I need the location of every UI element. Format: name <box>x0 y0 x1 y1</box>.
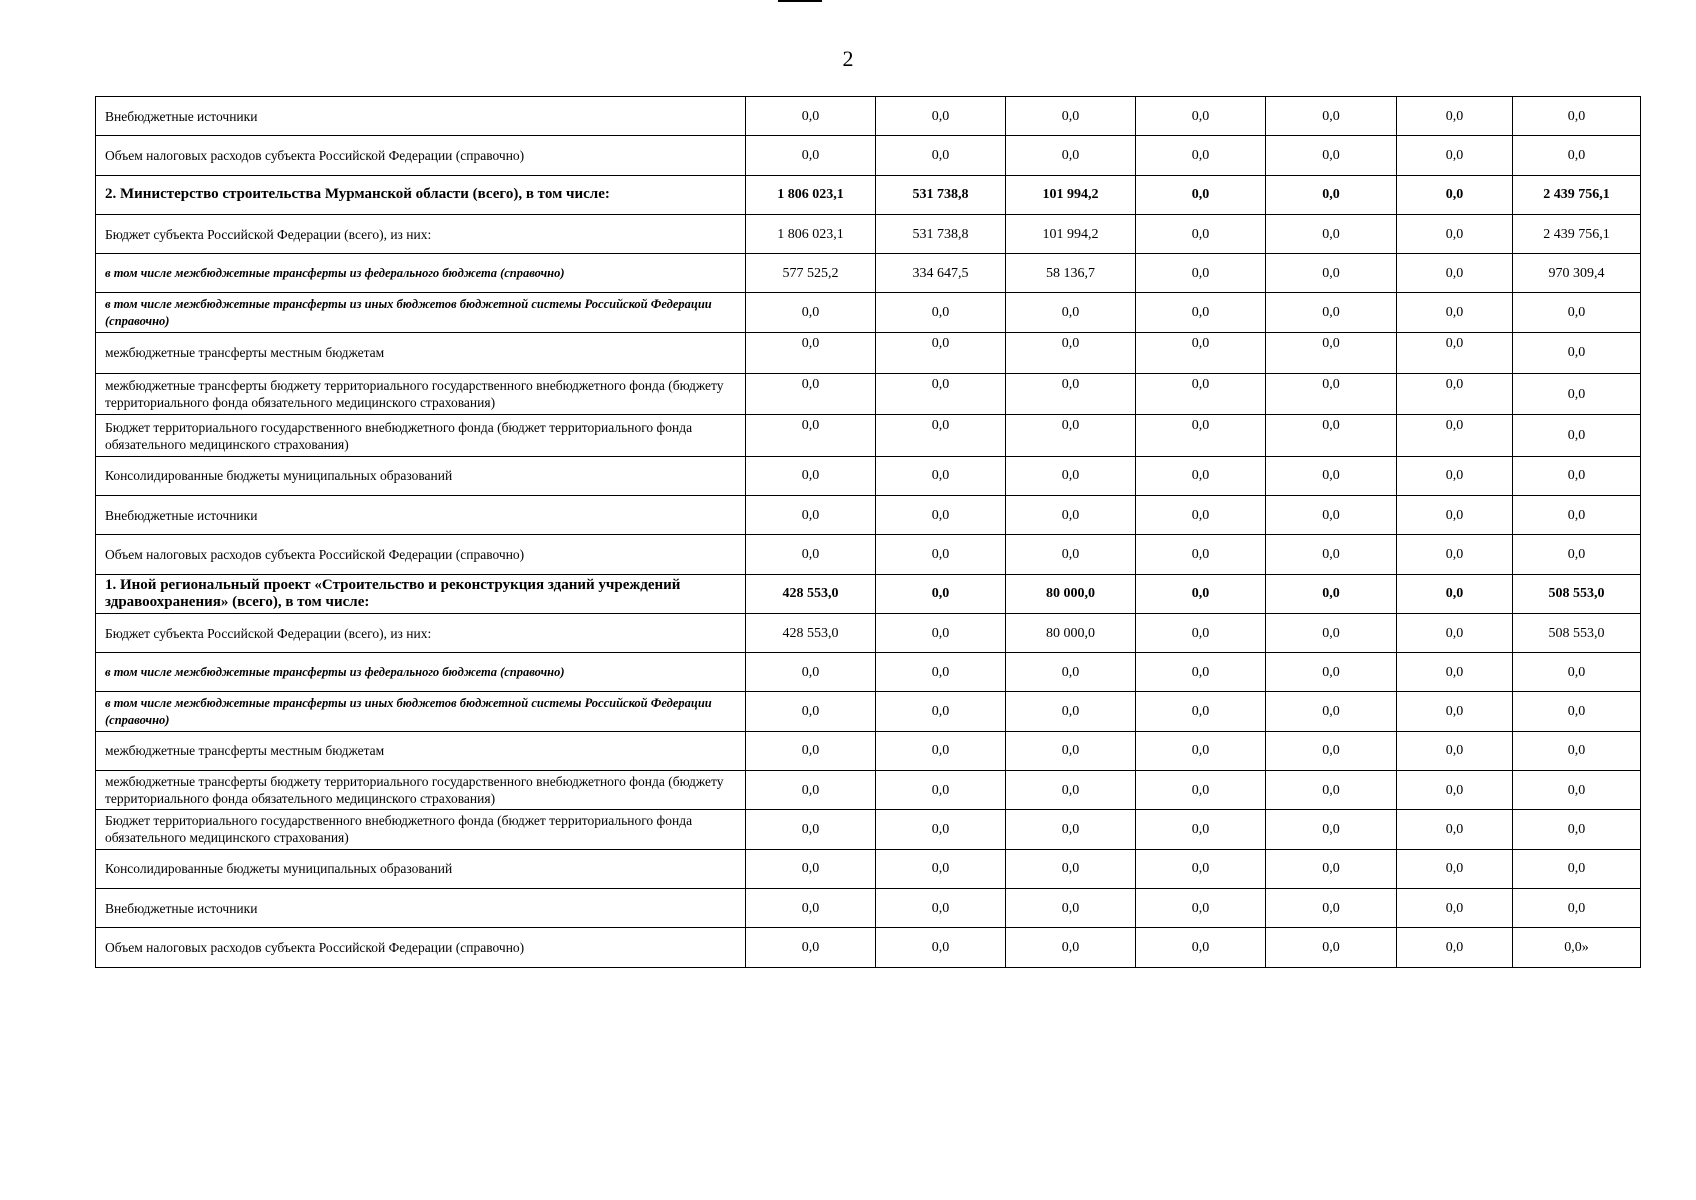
value-cell: 0,0 <box>1397 888 1513 927</box>
value-cell: 0,0 <box>1266 495 1397 534</box>
value-cell: 0,0 <box>1136 810 1266 849</box>
value-cell: 0,0 <box>746 332 876 373</box>
value-cell: 0,0 <box>1136 653 1266 692</box>
page-top-mark <box>778 0 822 2</box>
value-cell: 0,0 <box>876 888 1006 927</box>
table-row <box>96 653 1641 692</box>
value-cell: 0,0 <box>1397 175 1513 214</box>
value-cell: 0,0 <box>876 374 1006 415</box>
value-cell: 0,0 <box>1136 254 1266 293</box>
table-row <box>96 97 1641 136</box>
value-cell: 0,0 <box>1266 810 1397 849</box>
value-cell: 0,0 <box>876 731 1006 770</box>
row-label: Бюджет субъекта Российской Федерации (всего), из них: <box>96 214 746 253</box>
row-label: межбюджетные трансферты бюджету территориального государственного внебюджетного фонда (бюджету территориального фонда обязательного медицинского страхования) <box>96 771 746 810</box>
value-cell: 0,0 <box>1266 731 1397 770</box>
value-cell: 0,0 <box>876 574 1006 613</box>
value-cell: 0,0 <box>1006 456 1136 495</box>
value-cell: 0,0 <box>876 97 1006 136</box>
value-cell: 0,0 <box>1266 97 1397 136</box>
value-cell: 0,0 <box>1136 136 1266 175</box>
value-cell: 531 738,8 <box>876 175 1006 214</box>
table-row <box>96 136 1641 175</box>
value-cell: 0,0 <box>1397 293 1513 332</box>
value-cell: 0,0 <box>1266 415 1397 456</box>
value-cell: 0,0 <box>746 653 876 692</box>
value-cell: 0,0» <box>1513 928 1641 967</box>
value-cell: 0,0 <box>876 613 1006 652</box>
value-cell: 0,0 <box>746 136 876 175</box>
value-cell: 0,0 <box>1397 374 1513 415</box>
value-cell: 0,0 <box>1513 849 1641 888</box>
value-cell: 0,0 <box>1266 849 1397 888</box>
budget-table <box>95 96 1641 968</box>
value-cell: 0,0 <box>746 495 876 534</box>
table-row <box>96 332 1641 373</box>
value-cell: 0,0 <box>1136 928 1266 967</box>
value-cell: 101 994,2 <box>1006 214 1136 253</box>
value-cell: 0,0 <box>1006 810 1136 849</box>
row-label: Консолидированные бюджеты муниципальных образований <box>96 456 746 495</box>
value-cell: 0,0 <box>1397 928 1513 967</box>
page-number: 2 <box>842 46 854 71</box>
value-cell: 0,0 <box>1513 374 1641 415</box>
value-cell: 80 000,0 <box>1006 613 1136 652</box>
value-cell: 0,0 <box>1136 731 1266 770</box>
value-cell: 58 136,7 <box>1006 254 1136 293</box>
value-cell: 0,0 <box>876 810 1006 849</box>
row-label: Консолидированные бюджеты муниципальных образований <box>96 849 746 888</box>
value-cell: 0,0 <box>1397 495 1513 534</box>
row-label: Бюджет территориального государственного внебюджетного фонда (бюджет территориального фонда обязательного медицинского страхования) <box>96 810 746 849</box>
value-cell: 101 994,2 <box>1006 175 1136 214</box>
row-label: Объем налоговых расходов субъекта Российской Федерации (справочно) <box>96 535 746 574</box>
table-row <box>96 731 1641 770</box>
value-cell: 0,0 <box>1136 495 1266 534</box>
budget-table-body <box>96 97 1641 968</box>
value-cell: 0,0 <box>1006 495 1136 534</box>
value-cell: 0,0 <box>1513 136 1641 175</box>
value-cell: 80 000,0 <box>1006 574 1136 613</box>
row-label: межбюджетные трансферты местным бюджетам <box>96 731 746 770</box>
value-cell: 0,0 <box>1136 175 1266 214</box>
value-cell: 0,0 <box>1266 535 1397 574</box>
value-cell: 2 439 756,1 <box>1513 175 1641 214</box>
row-label: в том числе межбюджетные трансферты из иных бюджетов бюджетной системы Российской Федерации (справочно) <box>96 692 746 731</box>
row-label: Объем налоговых расходов субъекта Российской Федерации (справочно) <box>96 928 746 967</box>
row-label: 1. Иной региональный проект «Строительство и реконструкция зданий учреждений здравоохранения» (всего), в том числе: <box>96 574 746 613</box>
value-cell: 0,0 <box>876 849 1006 888</box>
table-row <box>96 254 1641 293</box>
row-label: в том числе межбюджетные трансферты из иных бюджетов бюджетной системы Российской Федерации (справочно) <box>96 293 746 332</box>
value-cell: 0,0 <box>1513 415 1641 456</box>
value-cell: 0,0 <box>1513 810 1641 849</box>
value-cell: 2 439 756,1 <box>1513 214 1641 253</box>
row-label: Внебюджетные источники <box>96 495 746 534</box>
value-cell: 0,0 <box>1397 456 1513 495</box>
value-cell: 0,0 <box>1397 136 1513 175</box>
row-label: Внебюджетные источники <box>96 97 746 136</box>
value-cell: 0,0 <box>1513 97 1641 136</box>
value-cell: 0,0 <box>876 415 1006 456</box>
value-cell: 0,0 <box>1266 928 1397 967</box>
value-cell: 0,0 <box>1006 731 1136 770</box>
value-cell: 531 738,8 <box>876 214 1006 253</box>
value-cell: 0,0 <box>1513 692 1641 731</box>
table-row <box>96 175 1641 214</box>
table-row <box>96 849 1641 888</box>
value-cell: 0,0 <box>1513 731 1641 770</box>
value-cell: 0,0 <box>1006 535 1136 574</box>
value-cell: 0,0 <box>1136 574 1266 613</box>
value-cell: 0,0 <box>1397 415 1513 456</box>
table-row <box>96 888 1641 927</box>
row-label: Объем налоговых расходов субъекта Российской Федерации (справочно) <box>96 136 746 175</box>
value-cell: 0,0 <box>1136 293 1266 332</box>
value-cell: 0,0 <box>746 810 876 849</box>
value-cell: 0,0 <box>1266 613 1397 652</box>
value-cell: 0,0 <box>746 415 876 456</box>
value-cell: 0,0 <box>746 456 876 495</box>
value-cell: 0,0 <box>876 771 1006 810</box>
value-cell: 0,0 <box>1266 653 1397 692</box>
value-cell: 0,0 <box>746 97 876 136</box>
table-row <box>96 495 1641 534</box>
value-cell: 428 553,0 <box>746 574 876 613</box>
value-cell: 0,0 <box>1006 888 1136 927</box>
value-cell: 0,0 <box>876 653 1006 692</box>
table-row <box>96 535 1641 574</box>
value-cell: 0,0 <box>876 692 1006 731</box>
value-cell: 0,0 <box>1136 332 1266 373</box>
value-cell: 0,0 <box>1266 574 1397 613</box>
table-row <box>96 374 1641 415</box>
value-cell: 0,0 <box>1266 214 1397 253</box>
value-cell: 0,0 <box>1513 293 1641 332</box>
value-cell: 0,0 <box>1513 653 1641 692</box>
value-cell: 0,0 <box>1136 849 1266 888</box>
value-cell: 0,0 <box>1136 456 1266 495</box>
table-row <box>96 293 1641 332</box>
value-cell: 0,0 <box>1006 332 1136 373</box>
value-cell: 0,0 <box>746 374 876 415</box>
value-cell: 0,0 <box>876 495 1006 534</box>
value-cell: 0,0 <box>876 136 1006 175</box>
table-row <box>96 613 1641 652</box>
table-row <box>96 456 1641 495</box>
row-label: Бюджет субъекта Российской Федерации (всего), из них: <box>96 613 746 652</box>
value-cell: 0,0 <box>1266 175 1397 214</box>
value-cell: 0,0 <box>1266 254 1397 293</box>
value-cell: 0,0 <box>746 731 876 770</box>
value-cell: 0,0 <box>1266 332 1397 373</box>
value-cell: 0,0 <box>1136 214 1266 253</box>
table-row <box>96 574 1641 613</box>
value-cell: 0,0 <box>1397 332 1513 373</box>
value-cell: 334 647,5 <box>876 254 1006 293</box>
value-cell: 0,0 <box>746 888 876 927</box>
value-cell: 1 806 023,1 <box>746 175 876 214</box>
value-cell: 0,0 <box>1136 535 1266 574</box>
value-cell: 0,0 <box>1397 535 1513 574</box>
value-cell: 0,0 <box>1006 653 1136 692</box>
table-row <box>96 810 1641 849</box>
value-cell: 0,0 <box>1397 771 1513 810</box>
value-cell: 0,0 <box>1006 928 1136 967</box>
value-cell: 0,0 <box>1397 97 1513 136</box>
value-cell: 0,0 <box>876 535 1006 574</box>
value-cell: 0,0 <box>746 928 876 967</box>
row-label: межбюджетные трансферты бюджету территориального государственного внебюджетного фонда (бюджету территориального фонда обязательного медицинского страхования) <box>96 374 746 415</box>
value-cell: 0,0 <box>1006 415 1136 456</box>
value-cell: 0,0 <box>1513 535 1641 574</box>
value-cell: 0,0 <box>1513 495 1641 534</box>
value-cell: 0,0 <box>1397 692 1513 731</box>
value-cell: 0,0 <box>1397 613 1513 652</box>
value-cell: 0,0 <box>1136 613 1266 652</box>
value-cell: 0,0 <box>746 293 876 332</box>
table-row <box>96 415 1641 456</box>
value-cell: 0,0 <box>1136 888 1266 927</box>
value-cell: 428 553,0 <box>746 613 876 652</box>
value-cell: 0,0 <box>1513 888 1641 927</box>
value-cell: 0,0 <box>1006 97 1136 136</box>
value-cell: 0,0 <box>1397 653 1513 692</box>
table-row <box>96 928 1641 967</box>
row-label: в том числе межбюджетные трансферты из федерального бюджета (справочно) <box>96 254 746 293</box>
value-cell: 0,0 <box>1397 214 1513 253</box>
value-cell: 0,0 <box>1266 771 1397 810</box>
value-cell: 0,0 <box>1136 415 1266 456</box>
value-cell: 0,0 <box>1136 97 1266 136</box>
value-cell: 0,0 <box>1006 293 1136 332</box>
value-cell: 0,0 <box>746 535 876 574</box>
value-cell: 0,0 <box>1006 771 1136 810</box>
value-cell: 0,0 <box>1397 254 1513 293</box>
value-cell: 508 553,0 <box>1513 574 1641 613</box>
value-cell: 0,0 <box>1266 692 1397 731</box>
value-cell: 0,0 <box>876 293 1006 332</box>
table-row <box>96 771 1641 810</box>
value-cell: 0,0 <box>1006 136 1136 175</box>
value-cell: 0,0 <box>746 771 876 810</box>
value-cell: 0,0 <box>746 692 876 731</box>
value-cell: 0,0 <box>1266 136 1397 175</box>
value-cell: 0,0 <box>1397 731 1513 770</box>
value-cell: 0,0 <box>1513 332 1641 373</box>
value-cell: 0,0 <box>876 332 1006 373</box>
value-cell: 0,0 <box>1397 574 1513 613</box>
value-cell: 0,0 <box>1006 374 1136 415</box>
row-label: Внебюджетные источники <box>96 888 746 927</box>
value-cell: 0,0 <box>1006 849 1136 888</box>
value-cell: 0,0 <box>1136 771 1266 810</box>
row-label: межбюджетные трансферты местным бюджетам <box>96 332 746 373</box>
value-cell: 0,0 <box>1266 293 1397 332</box>
value-cell: 0,0 <box>1266 374 1397 415</box>
table-row <box>96 214 1641 253</box>
value-cell: 0,0 <box>1136 374 1266 415</box>
value-cell: 508 553,0 <box>1513 613 1641 652</box>
value-cell: 0,0 <box>1397 849 1513 888</box>
value-cell: 0,0 <box>1266 456 1397 495</box>
value-cell: 0,0 <box>876 928 1006 967</box>
value-cell: 0,0 <box>1266 888 1397 927</box>
row-label: в том числе межбюджетные трансферты из федерального бюджета (справочно) <box>96 653 746 692</box>
row-label: Бюджет территориального государственного внебюджетного фонда (бюджет территориального фонда обязательного медицинского страхования) <box>96 415 746 456</box>
value-cell: 0,0 <box>1513 771 1641 810</box>
value-cell: 0,0 <box>1136 692 1266 731</box>
value-cell: 0,0 <box>1397 810 1513 849</box>
row-label: 2. Министерство строительства Мурманской области (всего), в том числе: <box>96 175 746 214</box>
value-cell: 577 525,2 <box>746 254 876 293</box>
value-cell: 0,0 <box>1513 456 1641 495</box>
value-cell: 0,0 <box>746 849 876 888</box>
value-cell: 970 309,4 <box>1513 254 1641 293</box>
value-cell: 1 806 023,1 <box>746 214 876 253</box>
value-cell: 0,0 <box>1006 692 1136 731</box>
table-row <box>96 692 1641 731</box>
value-cell: 0,0 <box>876 456 1006 495</box>
